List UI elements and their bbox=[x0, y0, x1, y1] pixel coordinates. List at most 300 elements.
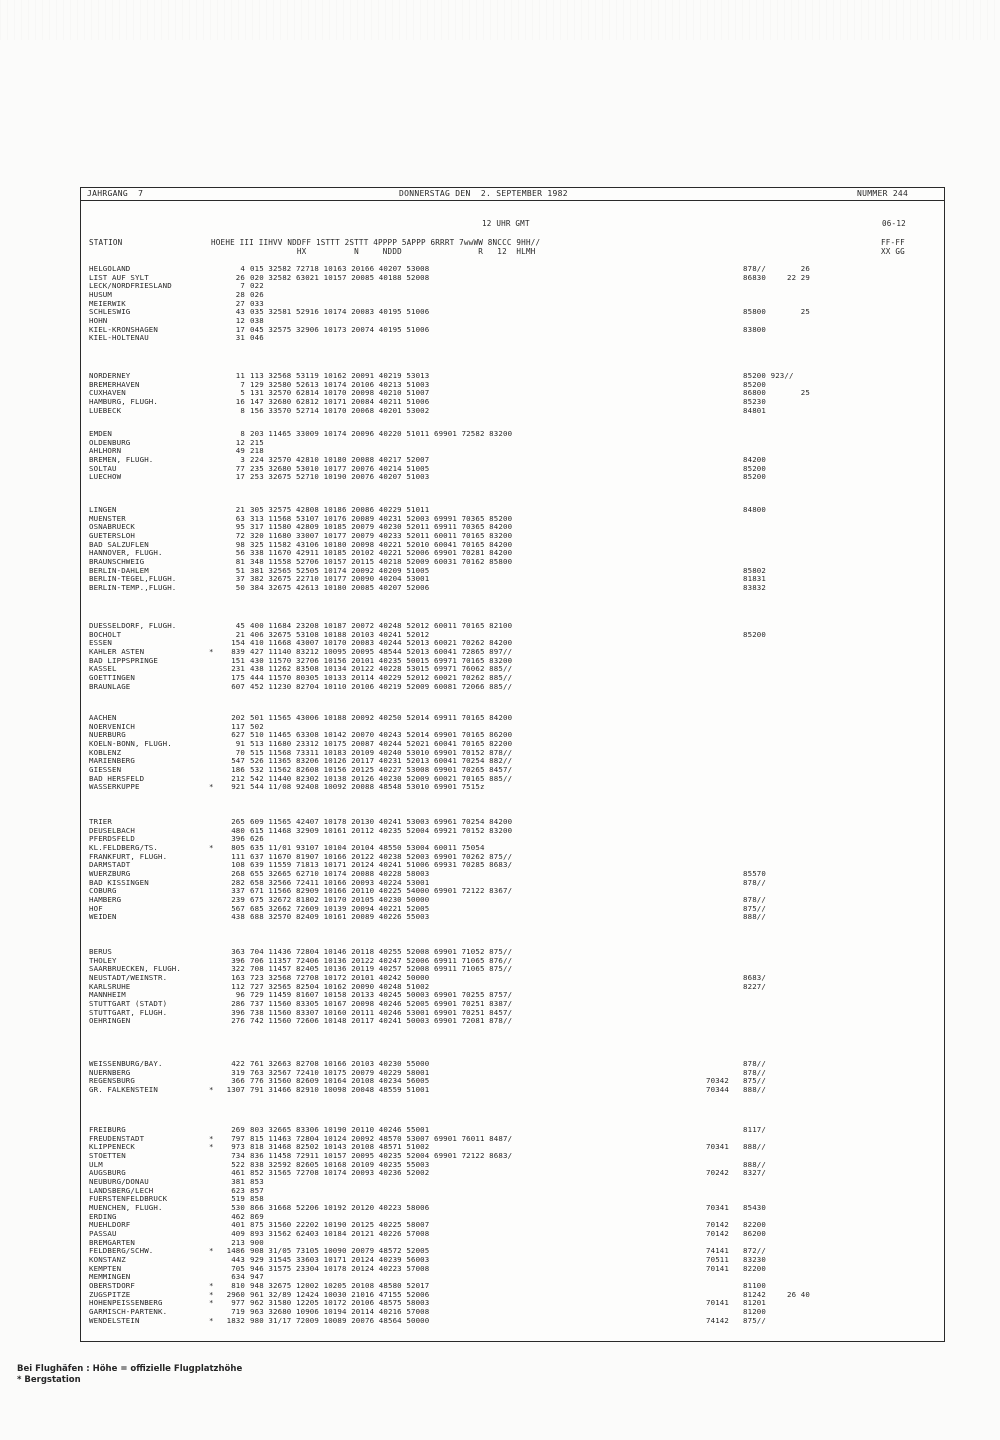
station-row bbox=[81, 541, 944, 550]
station-height: 530 bbox=[231, 1203, 245, 1213]
issue-number: NUMMER 244 bbox=[857, 189, 909, 198]
station-row bbox=[81, 1000, 944, 1009]
station-height: 7 bbox=[240, 379, 245, 389]
synop-groups: 515 11568 73311 10183 20109 40240 53010 69901 70152 878// bbox=[250, 747, 513, 757]
station-name: DUESSELDORF, FLUGH. bbox=[89, 622, 177, 630]
station-height: 5 bbox=[240, 388, 245, 398]
synop-groups: 671 11566 82909 10166 20110 40225 54000 69901 72122 8367/ bbox=[250, 886, 513, 896]
station-row bbox=[81, 1221, 944, 1230]
mountain-station-marker: * bbox=[209, 782, 214, 792]
station-group bbox=[81, 1126, 944, 1325]
station-height: 607 bbox=[231, 681, 245, 691]
synop-groups: 046 bbox=[250, 333, 264, 343]
station-name: HANNOVER, FLUGH. bbox=[89, 549, 163, 558]
synop-groups: 253 32675 52710 10190 20076 40207 51003 bbox=[250, 472, 430, 482]
station-row bbox=[81, 300, 944, 309]
station-height: 623 bbox=[231, 1185, 245, 1195]
station-name: LANDSBERG/LECH bbox=[89, 1186, 154, 1195]
station-height: 72 bbox=[235, 531, 245, 541]
synop-groups: 156 33570 52714 10170 20068 40201 53002 bbox=[250, 405, 430, 415]
station-row bbox=[81, 844, 944, 853]
synop-groups: 045 32575 32906 10173 20074 40195 51006 bbox=[250, 324, 430, 334]
synop-groups: 980 31/17 72009 10089 20076 48564 50000 bbox=[250, 1315, 430, 1325]
station-row bbox=[81, 430, 944, 439]
station-row bbox=[81, 473, 944, 482]
synop-groups: 609 11565 42407 10178 20130 40241 53003 69961 70254 84200 bbox=[250, 817, 513, 826]
synop-groups: 738 11560 83307 10160 20111 40246 53001 69901 70251 8457/ bbox=[250, 1007, 513, 1017]
station-height: 319 bbox=[231, 1067, 245, 1077]
station-row bbox=[81, 887, 944, 896]
group-8-value: 888// bbox=[743, 1142, 766, 1152]
station-row bbox=[81, 567, 944, 576]
station-name: WEIDEN bbox=[89, 913, 117, 922]
station-row bbox=[81, 983, 944, 992]
group-8-value: 85200 bbox=[743, 463, 766, 473]
station-name: FREIBURG bbox=[89, 1126, 126, 1134]
station-height: 567 bbox=[231, 903, 245, 913]
station-height: 12 bbox=[235, 437, 245, 447]
synop-groups: 858 bbox=[250, 1194, 264, 1204]
synop-groups: 129 32580 52613 10174 20106 40213 51003 bbox=[250, 379, 430, 389]
station-row bbox=[81, 308, 944, 317]
station-name: WENDELSTEIN bbox=[89, 1316, 140, 1325]
group-8-value: 875// bbox=[743, 1076, 766, 1086]
synop-groups: 501 11565 43006 10188 20092 40250 52014 69911 70165 84200 bbox=[250, 713, 513, 722]
station-row bbox=[81, 965, 944, 974]
station-name: OEHRINGEN bbox=[89, 1017, 131, 1026]
station-height: 409 bbox=[231, 1229, 245, 1239]
group-7-value: 70341 bbox=[706, 1142, 729, 1152]
synop-groups: 688 32570 82409 10161 20089 40226 55003 bbox=[250, 912, 430, 922]
synop-groups: 853 bbox=[250, 1177, 264, 1187]
station-row bbox=[81, 1169, 944, 1178]
synop-groups: 338 11670 42911 10185 20102 40221 52006 69901 70281 84200 bbox=[250, 548, 513, 558]
group-8-value: 83230 bbox=[743, 1255, 766, 1265]
station-height: 269 bbox=[231, 1125, 245, 1134]
station-height: 265 bbox=[231, 817, 245, 826]
station-height: 381 bbox=[231, 1177, 245, 1187]
mountain-station-marker: * bbox=[209, 647, 214, 657]
group-8-value: 81200 bbox=[743, 1307, 766, 1317]
code-column-subheader: HX N NDDD R 12 HLMH bbox=[211, 247, 536, 256]
station-name: MEMMINGEN bbox=[89, 1273, 131, 1282]
synop-groups: 510 11465 63308 10142 20070 40243 52014 69901 70165 86200 bbox=[250, 730, 513, 740]
station-row bbox=[81, 948, 944, 957]
station-height: 519 bbox=[231, 1194, 245, 1204]
station-row bbox=[81, 523, 944, 532]
station-height: 212 bbox=[231, 773, 245, 783]
station-height: 8 bbox=[240, 405, 245, 415]
station-name: HAMBERG bbox=[89, 896, 122, 905]
station-name: MUENCHEN, FLUGH. bbox=[89, 1204, 163, 1213]
synop-groups: 438 11262 83508 10134 20122 40228 53015 69971 76062 885// bbox=[250, 664, 513, 674]
synop-groups: 320 11680 33007 10177 20079 40233 52011 60011 70165 83200 bbox=[250, 531, 513, 541]
group-8-value: 872// bbox=[743, 1246, 766, 1256]
station-height: 634 bbox=[231, 1272, 245, 1282]
station-row bbox=[81, 870, 944, 879]
station-row bbox=[81, 274, 944, 283]
station-row bbox=[81, 372, 944, 381]
station-name: GOETTINGEN bbox=[89, 674, 135, 683]
station-row bbox=[81, 1247, 944, 1256]
station-height: 2960 bbox=[226, 1289, 245, 1299]
station-name: BREMERHAVEN bbox=[89, 380, 140, 389]
synop-groups: 427 11140 83212 10095 20095 48544 52013 60041 72865 897// bbox=[250, 647, 513, 657]
station-row bbox=[81, 631, 944, 640]
station-name: KLIPPENECK bbox=[89, 1143, 135, 1152]
gust-value: 26 bbox=[787, 264, 810, 273]
group-8-value: 888// bbox=[743, 1159, 766, 1169]
group-8-value: 81100 bbox=[743, 1281, 766, 1291]
station-name: ERDING bbox=[89, 1212, 117, 1221]
station-name: ZUGSPITZE bbox=[89, 1290, 131, 1299]
group-8-value: 85230 bbox=[743, 397, 766, 407]
station-name: OSNABRUECK bbox=[89, 523, 135, 532]
station-name: LUEBECK bbox=[89, 406, 122, 415]
station-name: KEMPTEN bbox=[89, 1264, 122, 1273]
group-8-value: 878// bbox=[743, 1067, 766, 1077]
station-height: 151 bbox=[231, 655, 245, 665]
station-row bbox=[81, 818, 944, 827]
station-row bbox=[81, 407, 944, 416]
station-height: 21 bbox=[235, 629, 245, 639]
group-7-value: 70141 bbox=[706, 1263, 729, 1273]
station-row bbox=[81, 1017, 944, 1026]
station-name: BAD KISSINGEN bbox=[89, 878, 149, 887]
mountain-station-marker: * bbox=[209, 1142, 214, 1152]
station-name: OBERSTDORF bbox=[89, 1282, 135, 1291]
synop-groups: 147 32680 62812 10171 20084 40211 51006 bbox=[250, 397, 430, 407]
station-name: KARLSRUHE bbox=[89, 982, 131, 991]
station-height: 91 bbox=[235, 739, 245, 749]
station-name: GR. FALKENSTEIN bbox=[89, 1086, 158, 1095]
station-name: LIST AUF SYLT bbox=[89, 273, 149, 282]
synop-groups: 803 32665 83306 10190 20110 40246 55001 bbox=[250, 1125, 430, 1134]
station-row bbox=[81, 1195, 944, 1204]
synop-groups: 675 32672 81802 10170 20105 40230 50000 bbox=[250, 895, 430, 905]
synop-groups: 382 32675 22710 10177 20090 40204 53001 bbox=[250, 574, 430, 584]
group-8-value: 8117/ bbox=[743, 1125, 766, 1134]
group-8-value: 81242 bbox=[743, 1289, 766, 1299]
synop-groups: 791 31466 82910 10098 20048 48559 51001 bbox=[250, 1085, 430, 1095]
station-height: 37 bbox=[235, 574, 245, 584]
synop-groups: 224 32570 42810 10180 20088 40217 52007 bbox=[250, 455, 430, 465]
station-name: REGENSBURG bbox=[89, 1077, 135, 1086]
station-height: 154 bbox=[231, 638, 245, 648]
group-8-value: 85800 bbox=[743, 307, 766, 317]
station-height: 81 bbox=[235, 557, 245, 567]
station-height: 805 bbox=[231, 843, 245, 853]
station-height: 363 bbox=[231, 947, 245, 956]
station-height: 480 bbox=[231, 825, 245, 835]
station-name: KASSEL bbox=[89, 665, 117, 674]
group-7-value: 70142 bbox=[706, 1229, 729, 1239]
mountain-station-marker: * bbox=[209, 843, 214, 853]
station-name: LECK/NORDFRIESLAND bbox=[89, 282, 172, 291]
gust-value: 26 40 bbox=[787, 1289, 810, 1299]
group-7-value: 70142 bbox=[706, 1220, 729, 1230]
synop-groups: 963 32680 10906 10194 20114 40216 57008 bbox=[250, 1307, 430, 1317]
station-height: 77 bbox=[235, 463, 245, 473]
mountain-station-marker: * bbox=[209, 1298, 214, 1308]
station-row bbox=[81, 1143, 944, 1152]
station-name: BRAUNSCHWEIG bbox=[89, 558, 145, 567]
station-name: NUERNBERG bbox=[89, 1068, 131, 1077]
station-height: 1307 bbox=[226, 1085, 245, 1095]
station-row bbox=[81, 398, 944, 407]
synop-groups: 838 32592 82605 10168 20109 40235 55003 bbox=[250, 1159, 430, 1169]
synop-groups: 410 11668 43007 10170 20083 40244 52013 60021 70262 84200 bbox=[250, 638, 513, 648]
station-height: 95 bbox=[235, 522, 245, 532]
group-8-value: 85430 bbox=[743, 1203, 766, 1213]
group-8-value: 81201 bbox=[743, 1298, 766, 1308]
station-height: 396 bbox=[231, 1007, 245, 1017]
mountain-station-marker: * bbox=[209, 1246, 214, 1256]
synop-groups: 869 bbox=[250, 1211, 264, 1221]
group-8-value: 86830 bbox=[743, 272, 766, 282]
station-height: 108 bbox=[231, 860, 245, 870]
station-name: NORDERNEY bbox=[89, 372, 131, 380]
station-height: 276 bbox=[231, 1016, 245, 1026]
station-height: 401 bbox=[231, 1220, 245, 1230]
synop-groups: 815 11463 72804 10124 20092 48570 53007 69901 76011 8487/ bbox=[250, 1133, 513, 1143]
station-row bbox=[81, 465, 944, 474]
station-name: COBURG bbox=[89, 887, 117, 896]
station-name: BREMEN, FLUGH. bbox=[89, 456, 154, 465]
station-height: 21 bbox=[235, 505, 245, 514]
station-height: 51 bbox=[235, 565, 245, 575]
synop-groups: 962 31580 12205 10172 20106 48575 58003 bbox=[250, 1298, 430, 1308]
station-name: ULM bbox=[89, 1160, 103, 1169]
group-7-value: 74141 bbox=[706, 1246, 729, 1256]
station-row bbox=[81, 714, 944, 723]
station-height: 522 bbox=[231, 1159, 245, 1169]
station-name: OLDENBURG bbox=[89, 438, 131, 447]
footnote-airports: Bei Flughäfen : Höhe = offizielle Flugplatzhöhe bbox=[17, 1364, 243, 1374]
station-name: BAD SALZUFLEN bbox=[89, 540, 149, 549]
station-name: BERLIN-DAHLEM bbox=[89, 566, 149, 575]
station-height: 213 bbox=[231, 1237, 245, 1247]
station-name: MUEHLDORF bbox=[89, 1221, 131, 1230]
synop-groups: 513 11680 23312 10175 20087 40244 52021 60041 70165 82200 bbox=[250, 739, 513, 749]
station-row bbox=[81, 1256, 944, 1265]
station-name: WEISSENBURG/BAY. bbox=[89, 1060, 163, 1068]
group-8-value: 84200 bbox=[743, 455, 766, 465]
station-height: 50 bbox=[235, 583, 245, 593]
synop-groups: 542 11440 82302 10138 20126 40230 52009 60021 70165 885// bbox=[250, 773, 513, 783]
gust-value: 25 bbox=[787, 307, 810, 317]
synop-groups: 131 32570 62814 10170 20098 40210 51007 bbox=[250, 388, 430, 398]
station-row bbox=[81, 575, 944, 584]
station-height: 810 bbox=[231, 1281, 245, 1291]
station-name: MARIENBERG bbox=[89, 757, 135, 766]
synop-groups: 727 32565 82504 10162 20090 40248 51002 bbox=[250, 981, 430, 991]
synop-groups: 406 32675 53108 10188 20103 40241 52012 bbox=[250, 629, 430, 639]
group-7-value: 70242 bbox=[706, 1168, 729, 1178]
station-name: NEUSTADT/WEINSTR. bbox=[89, 974, 168, 983]
station-height: 839 bbox=[231, 647, 245, 657]
station-name: HAMBURG, FLUGH. bbox=[89, 398, 158, 407]
station-height: 202 bbox=[231, 713, 245, 722]
group-8-value: 86800 bbox=[743, 388, 766, 398]
station-row bbox=[81, 439, 944, 448]
group-8-value: 86200 bbox=[743, 1229, 766, 1239]
station-name: GARMISCH-PARTENK. bbox=[89, 1308, 168, 1317]
station-height: 27 bbox=[235, 298, 245, 308]
station-name: EMDEN bbox=[89, 430, 112, 438]
station-height: 422 bbox=[231, 1059, 245, 1068]
synop-groups: 033 bbox=[250, 298, 264, 308]
station-height: 1832 bbox=[226, 1315, 245, 1325]
station-group bbox=[81, 714, 944, 792]
synop-groups: 020 32582 63021 10157 20085 40188 52008 bbox=[250, 272, 430, 282]
synop-groups: 761 32663 82708 10166 20103 40230 55000 bbox=[250, 1059, 430, 1068]
synop-groups: 215 bbox=[250, 437, 264, 447]
group-8-value: 85200 923// bbox=[743, 371, 794, 380]
station-name: LUECHOW bbox=[89, 473, 122, 482]
synop-groups: 381 32565 52505 10174 20092 40209 51005 bbox=[250, 565, 430, 575]
station-row bbox=[81, 1086, 944, 1095]
station-row bbox=[81, 740, 944, 749]
station-height: 17 bbox=[235, 324, 245, 334]
station-height: 268 bbox=[231, 869, 245, 879]
station-height: 70 bbox=[235, 747, 245, 757]
station-name: FELDBERG/SCHW. bbox=[89, 1247, 154, 1256]
station-row bbox=[81, 532, 944, 541]
synop-groups: 875 31560 22202 10190 20125 40225 58007 bbox=[250, 1220, 430, 1230]
synop-groups: 776 31560 82609 10164 20108 40234 56005 bbox=[250, 1076, 430, 1086]
station-height: 366 bbox=[231, 1076, 245, 1086]
synop-groups: 317 11580 42809 10185 20079 40230 52011 69911 70365 84200 bbox=[250, 522, 513, 532]
synop-groups: 929 31545 33603 10171 20124 40239 56003 bbox=[250, 1255, 430, 1265]
station-name: KAHLER ASTEN bbox=[89, 648, 145, 657]
station-name: TRIER bbox=[89, 818, 112, 826]
station-name: DARMSTADT bbox=[89, 861, 131, 870]
synop-groups: 626 bbox=[250, 834, 264, 844]
synop-groups: 658 32566 72411 10166 20093 40224 53001 bbox=[250, 877, 430, 887]
station-name: HUSUM bbox=[89, 291, 112, 300]
station-height: 4 bbox=[240, 264, 245, 273]
synop-groups: 348 11558 52706 10157 20115 40218 52009 60031 70162 85800 bbox=[250, 557, 513, 567]
station-name: KOBLENZ bbox=[89, 748, 122, 757]
observation-time: 12 UHR GMT bbox=[482, 219, 530, 228]
station-name: KOELN-BONN, FLUGH. bbox=[89, 740, 172, 749]
header-rule bbox=[81, 200, 944, 201]
station-row bbox=[81, 291, 944, 300]
group-7-value: 70342 bbox=[706, 1076, 729, 1086]
station-name: BRAUNLAGE bbox=[89, 682, 131, 691]
station-name: SOLTAU bbox=[89, 464, 117, 473]
station-height: 12 bbox=[235, 316, 245, 326]
synop-groups: 035 32581 52916 10174 20083 40195 51006 bbox=[250, 307, 430, 317]
station-height: 461 bbox=[231, 1168, 245, 1178]
station-name: SAARBRUECKEN, FLUGH. bbox=[89, 965, 181, 974]
station-height: 186 bbox=[231, 765, 245, 775]
station-row bbox=[81, 447, 944, 456]
group-8-value: 8683/ bbox=[743, 973, 766, 983]
station-name: BAD LIPPSPRINGE bbox=[89, 656, 158, 665]
group-8-value: 878// bbox=[743, 895, 766, 905]
station-group bbox=[81, 818, 944, 922]
synop-groups: 946 31575 23304 10178 20124 40223 57008 bbox=[250, 1263, 430, 1273]
synop-groups: 704 11436 72804 10146 20118 40255 52008 69901 71052 875// bbox=[250, 947, 513, 956]
station-name: NOERVENICH bbox=[89, 722, 135, 731]
station-row bbox=[81, 1069, 944, 1078]
station-name: NEUBURG/DONAU bbox=[89, 1178, 149, 1187]
group-8-value: 81831 bbox=[743, 574, 766, 584]
station-height: 11 bbox=[235, 371, 245, 380]
station-row bbox=[81, 861, 944, 870]
group-8-value: 85200 bbox=[743, 472, 766, 482]
synop-groups: 706 11357 72406 10136 20122 40247 52006 69911 71065 876// bbox=[250, 955, 513, 965]
station-height: 112 bbox=[231, 981, 245, 991]
station-height: 396 bbox=[231, 955, 245, 965]
synop-groups: 836 11458 72911 10157 20095 40235 52004 69901 72122 8683/ bbox=[250, 1151, 513, 1161]
station-height: 45 bbox=[235, 621, 245, 630]
station-row bbox=[81, 648, 944, 657]
station-height: 63 bbox=[235, 513, 245, 523]
group-8-value: 888// bbox=[743, 912, 766, 922]
synop-groups: 325 11582 43106 10180 20098 40221 52010 60041 70165 84200 bbox=[250, 539, 513, 549]
station-name: AUGSBURG bbox=[89, 1169, 126, 1178]
mountain-station-marker: * bbox=[209, 1289, 214, 1299]
station-height: 16 bbox=[235, 397, 245, 407]
group-8-value: 888// bbox=[743, 1085, 766, 1095]
station-height: 719 bbox=[231, 1307, 245, 1317]
synop-groups: 430 11570 32706 10156 20101 40235 50015 69971 70165 83200 bbox=[250, 655, 513, 665]
station-height: 438 bbox=[231, 912, 245, 922]
synop-groups: 818 31468 82502 10143 20108 48571 51002 bbox=[250, 1142, 430, 1152]
group-8-value: 875// bbox=[743, 903, 766, 913]
synop-groups: 026 bbox=[250, 290, 264, 300]
synop-groups: 742 11560 72606 10148 20117 40241 50003 69901 72081 878// bbox=[250, 1016, 513, 1026]
gust-value: 25 bbox=[787, 388, 810, 398]
station-height: 973 bbox=[231, 1142, 245, 1152]
group-7-value: 70344 bbox=[706, 1085, 729, 1095]
group-8-value: 85200 bbox=[743, 379, 766, 389]
station-row bbox=[81, 1009, 944, 1018]
station-row bbox=[81, 282, 944, 291]
synop-groups: 532 11562 82608 10156 20125 40227 53008 69901 70265 8457/ bbox=[250, 765, 513, 775]
group-7-value: 70341 bbox=[706, 1203, 729, 1213]
station-name: FREUDENSTADT bbox=[89, 1134, 145, 1143]
synop-groups: 948 32675 12002 10205 20108 48580 52017 bbox=[250, 1281, 430, 1291]
station-row bbox=[81, 1187, 944, 1196]
station-height: 1486 bbox=[226, 1246, 245, 1256]
synop-groups: 022 bbox=[250, 281, 264, 291]
station-row bbox=[81, 1060, 944, 1069]
station-name: MUENSTER bbox=[89, 514, 126, 523]
group-7-value: 70511 bbox=[706, 1255, 729, 1265]
station-row bbox=[81, 665, 944, 674]
station-name: HOF bbox=[89, 904, 103, 913]
station-row bbox=[81, 1213, 944, 1222]
station-name: ESSEN bbox=[89, 639, 112, 648]
synop-groups: 015 32582 72718 10163 20166 40207 53008 bbox=[250, 264, 430, 273]
synop-groups: 203 11465 33009 10174 20096 40220 51011 69901 72582 83200 bbox=[250, 429, 513, 438]
station-group bbox=[81, 1060, 944, 1095]
issue-date: DONNERSTAG DEN 2. SEPTEMBER 1982 bbox=[399, 189, 568, 198]
station-name: LINGEN bbox=[89, 506, 117, 514]
station-height: 111 bbox=[231, 851, 245, 861]
station-name: BOCHOLT bbox=[89, 630, 122, 639]
station-name: HOHN bbox=[89, 317, 108, 326]
synop-groups: 113 32568 53119 10162 20091 40219 53013 bbox=[250, 371, 430, 380]
station-height: 282 bbox=[231, 877, 245, 887]
station-name: CUXHAVEN bbox=[89, 389, 126, 398]
station-row bbox=[81, 265, 944, 274]
synop-groups: 729 11459 81607 10158 20133 40245 50003 69901 70255 8757/ bbox=[250, 990, 513, 1000]
